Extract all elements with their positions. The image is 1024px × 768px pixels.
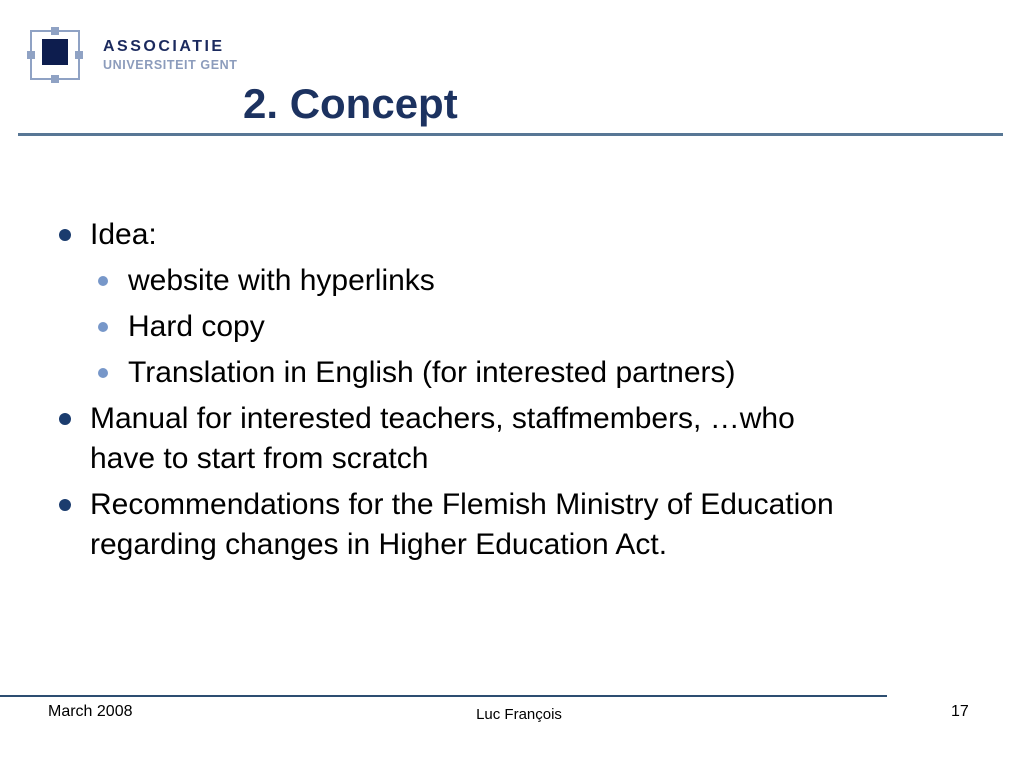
list-item	[58, 485, 958, 565]
footer-date: March 2008	[48, 703, 133, 720]
logo	[30, 30, 238, 80]
logo-org-name: ASSOCIATIE	[103, 37, 225, 55]
list-item-text: Translation in English (for interested partners)	[128, 356, 736, 389]
list-item	[58, 353, 958, 393]
logo-text	[103, 38, 238, 73]
list-item	[58, 261, 958, 301]
bullet-icon	[98, 368, 108, 378]
bullet-icon	[98, 322, 108, 332]
logo-handle-right-icon	[75, 51, 83, 59]
list-item-text: Manual for interested teachers, staffmembers, …who	[90, 402, 795, 435]
bullet-icon	[59, 229, 71, 241]
bullet-icon	[98, 276, 108, 286]
bullet-icon	[59, 413, 71, 425]
logo-inner-square-icon	[42, 39, 68, 65]
logo-org-subname: UNIVERSITEIT GENT	[103, 57, 238, 72]
page-number: 17	[951, 703, 969, 720]
logo-handle-left-icon	[27, 51, 35, 59]
list-item	[58, 307, 958, 347]
logo-handle-bottom-icon	[51, 75, 59, 83]
bullet-list	[58, 215, 958, 571]
logo-handle-top-icon	[51, 27, 59, 35]
list-item-text: Recommendations for the Flemish Ministry of Education	[90, 488, 834, 521]
footer-author: Luc François	[476, 706, 562, 723]
slide-title: 2. Concept	[243, 80, 458, 127]
footer-divider-line	[0, 695, 887, 697]
title-divider-line	[18, 133, 1003, 136]
logo-square-icon	[30, 30, 80, 80]
list-item-text: Hard copy	[128, 310, 265, 343]
list-item-text: Idea:	[90, 218, 157, 251]
list-item	[58, 399, 958, 479]
list-item-text: have to start from scratch	[90, 442, 429, 475]
bullet-icon	[59, 499, 71, 511]
list-item-text: regarding changes in Higher Education Act.	[90, 528, 668, 561]
list-item-text: website with hyperlinks	[128, 264, 435, 297]
list-item	[58, 215, 958, 255]
